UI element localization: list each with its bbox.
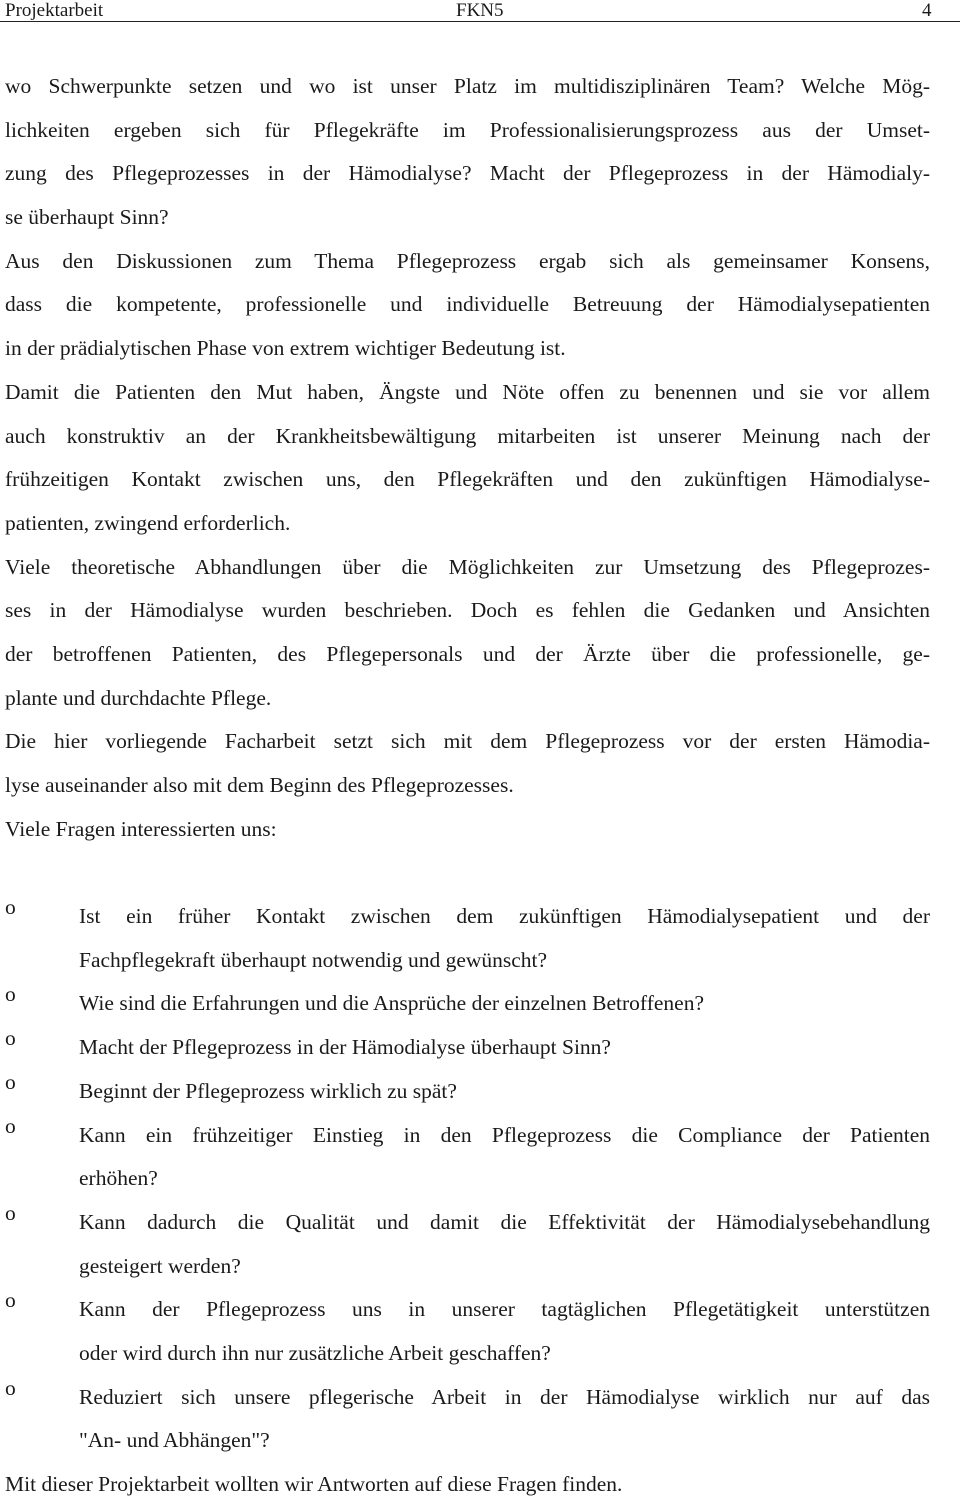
page-header: [0, 0, 960, 22]
list-item-line: erhöhen?: [79, 1166, 158, 1191]
closing-sentence: Mit dieser Projektarbeit wollten wir Antworten auf diese Fragen finden.: [5, 1472, 623, 1496]
bullet-icon: o: [5, 982, 16, 1007]
bullet-icon: o: [5, 1375, 16, 1400]
blank-line: [5, 851, 930, 895]
paragraph: [5, 720, 930, 807]
paragraph-line: lichkeiten ergeben sich für Pflegekräfte im Professionalisierungsprozess aus der Umset-: [5, 117, 930, 142]
header-title: Projektarbeit: [5, 0, 104, 21]
paragraph-line: Die hier vorliegende Facharbeit setzt sich mit dem Pflegeprozess vor der ersten Hämodia-: [5, 729, 930, 754]
paragraph-line: Viele theoretische Abhandlungen über die Möglichkeiten zur Umsetzung des Pflegeprozes-: [5, 554, 930, 579]
list-item-line: Kann der Pflegeprozess uns in unserer tagtäglichen Pflegetätigkeit unterstützen: [79, 1297, 930, 1322]
paragraph: [5, 371, 930, 546]
paragraph-line: se überhaupt Sinn?: [5, 205, 169, 230]
list-item-line: oder wird durch ihn nur zusätzliche Arbeit geschaffen?: [79, 1340, 551, 1365]
bullet-icon: o: [5, 1200, 16, 1225]
list-item-line: Wie sind die Erfahrungen und die Ansprüche der einzelnen Betroffenen?: [79, 991, 704, 1016]
paragraph-line: der betroffenen Patienten, des Pflegepersonals und der Ärzte über die professionelle, ge-: [5, 641, 930, 666]
paragraph-line: Damit die Patienten den Mut haben, Ängste und Nöte offen zu benennen und sie vor allem: [5, 379, 930, 404]
paragraph-line: zung des Pflegeprozesses in der Hämodialyse? Macht der Pflegeprozess in der Hämodialy-: [5, 161, 930, 186]
list-item: [5, 1070, 930, 1114]
bullet-icon: o: [5, 1026, 16, 1051]
list-item-line: Kann ein frühzeitiger Einstieg in den Pflegeprozess die Compliance der Patienten: [79, 1122, 930, 1147]
question-list: [5, 895, 930, 1463]
list-item-line: Kann dadurch die Qualität und damit die Effektivität der Hämodialysebehandlung: [79, 1209, 930, 1234]
list-item: [5, 1201, 930, 1288]
document-body: [5, 65, 930, 1507]
paragraph-line: plante und durchdachte Pflege.: [5, 685, 272, 710]
paragraph-line: in der prädialytischen Phase von extrem wichtiger Bedeutung ist.: [5, 336, 566, 361]
list-item-line: Beginnt der Pflegeprozess wirklich zu spät?: [79, 1078, 457, 1103]
paragraph: [5, 240, 930, 371]
paragraph: [5, 546, 930, 721]
paragraph-line: Viele Fragen interessierten uns:: [5, 816, 277, 841]
list-item: [5, 982, 930, 1026]
list-item: [5, 1376, 930, 1463]
paragraph-line: wo Schwerpunkte setzen und wo ist unser Platz im multidisziplinären Team? Welche Mög-: [5, 74, 930, 98]
list-item-line: Ist ein früher Kontakt zwischen dem zukünftigen Hämodialysepatient und der: [79, 904, 930, 929]
list-item: [5, 895, 930, 982]
list-item-line: Fachpflegekraft überhaupt notwendig und gewünscht?: [79, 947, 548, 972]
paragraph-line: auch konstruktiv an der Krankheitsbewältigung mitarbeiten ist unserer Meinung nach der: [5, 423, 930, 448]
paragraph-line: ses in der Hämodialyse wurden beschrieben. Doch es fehlen die Gedanken und Ansichten: [5, 598, 930, 623]
page-number: 4: [922, 0, 932, 21]
paragraph-line: lyse auseinander also mit dem Beginn des Pflegeprozesses.: [5, 773, 514, 797]
list-item-line: gesteigert werden?: [79, 1253, 241, 1278]
bullet-icon: o: [5, 1113, 16, 1138]
bullet-icon: o: [5, 895, 16, 920]
list-item-line: Macht der Pflegeprozess in der Hämodialyse überhaupt Sinn?: [79, 1035, 611, 1060]
paragraph: [5, 808, 930, 852]
paragraph: [5, 65, 930, 240]
list-item: [5, 1026, 930, 1070]
list-item-line: Reduziert sich unsere pflegerische Arbeit in der Hämodialyse wirklich nur auf das: [79, 1384, 930, 1409]
bullet-icon: o: [5, 1069, 16, 1094]
header-course: FKN5: [456, 0, 504, 21]
paragraph-line: frühzeitigen Kontakt zwischen uns, den Pflegekräften und den zukünftigen Hämodialyse-: [5, 467, 930, 492]
paragraph-line: dass die kompetente, professionelle und individuelle Betreuung der Hämodialysepatienten: [5, 292, 930, 317]
list-item-line: "An- und Abhängen"?: [79, 1428, 270, 1453]
list-item: [5, 1114, 930, 1201]
paragraph-line: Aus den Diskussionen zum Thema Pflegeprozess ergab sich als gemeinsamer Konsens,: [5, 248, 930, 273]
bullet-icon: o: [5, 1288, 16, 1313]
paragraph-line: patienten, zwingend erforderlich.: [5, 510, 291, 535]
list-item: [5, 1288, 930, 1375]
